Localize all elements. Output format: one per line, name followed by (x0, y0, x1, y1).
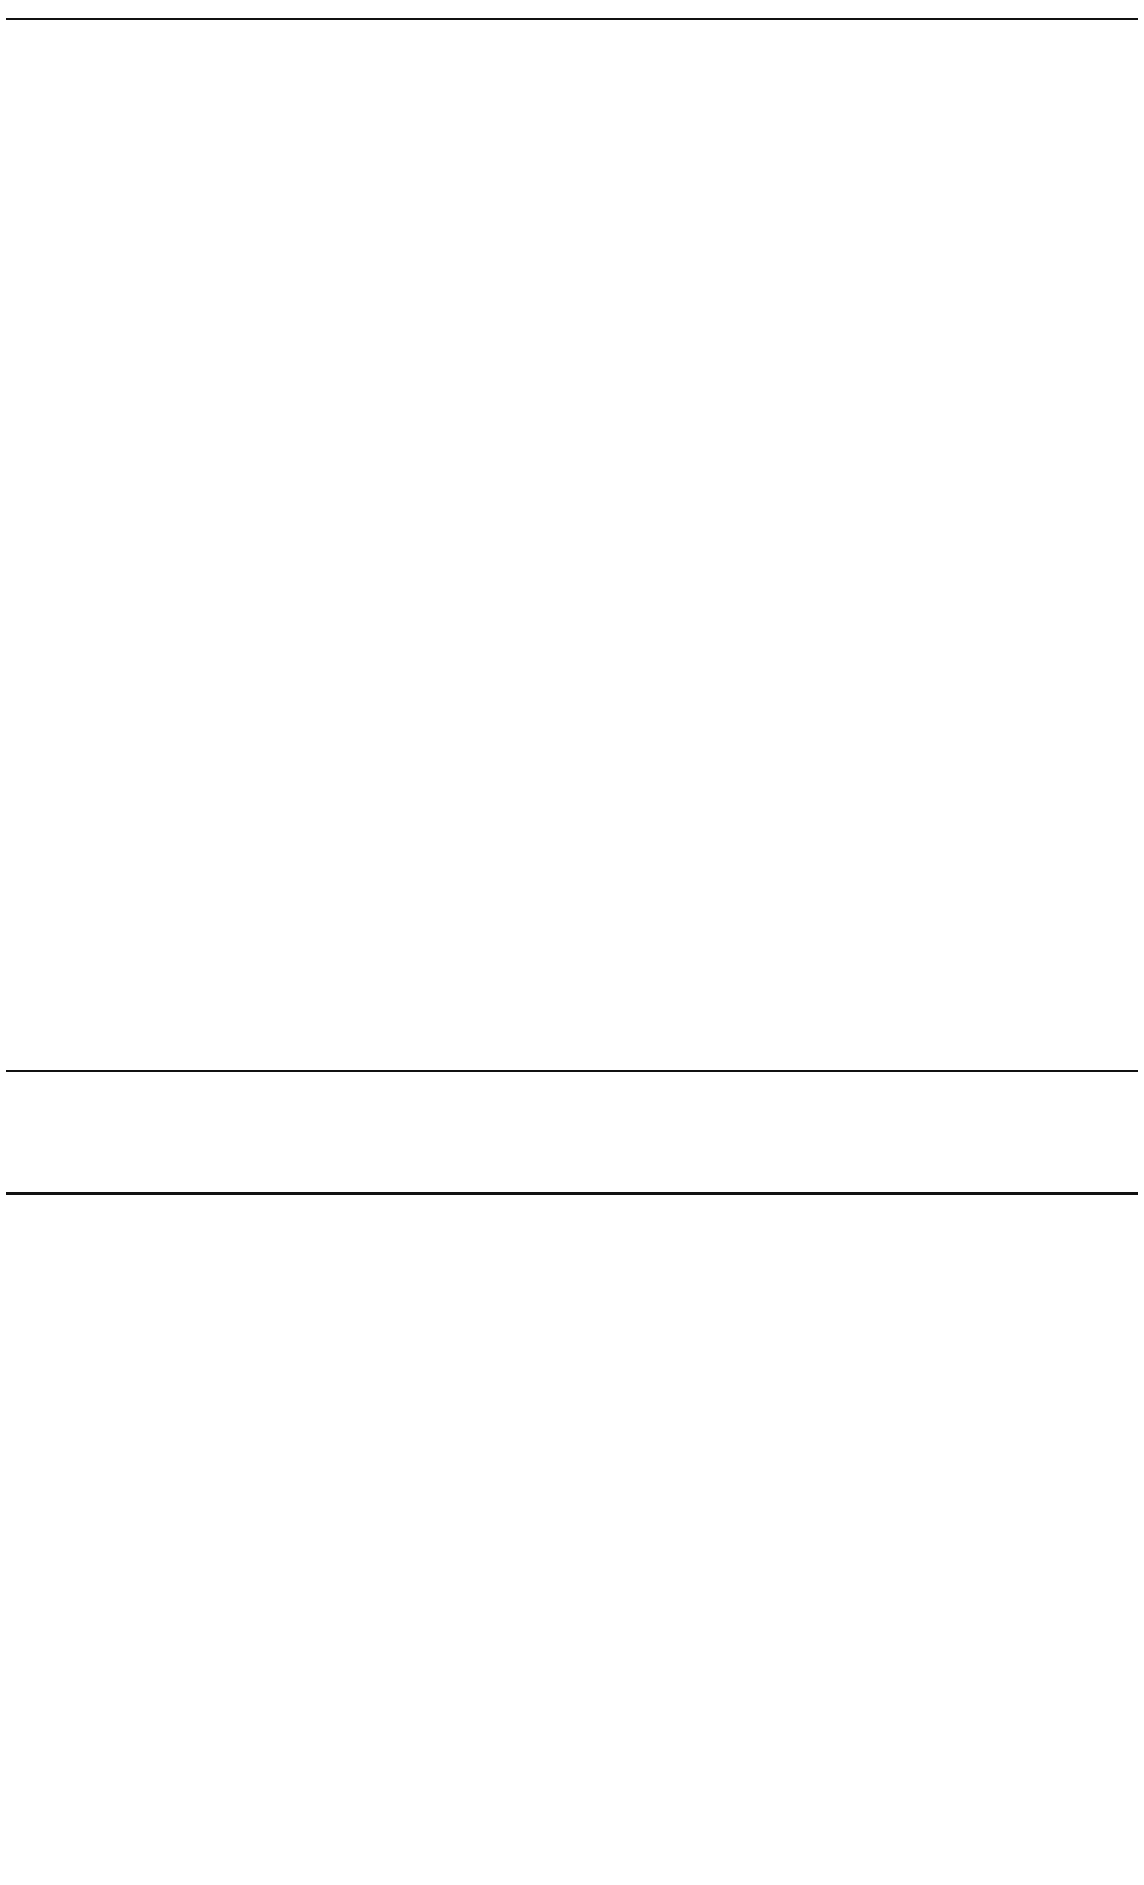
newspaper-page (6, 4, 1138, 1877)
home-service-guide-masthead (6, 1072, 1138, 1195)
service-guide-section (6, 1195, 1138, 1885)
page-folio (6, 4, 1138, 20)
classified-top-section (6, 20, 1138, 1072)
